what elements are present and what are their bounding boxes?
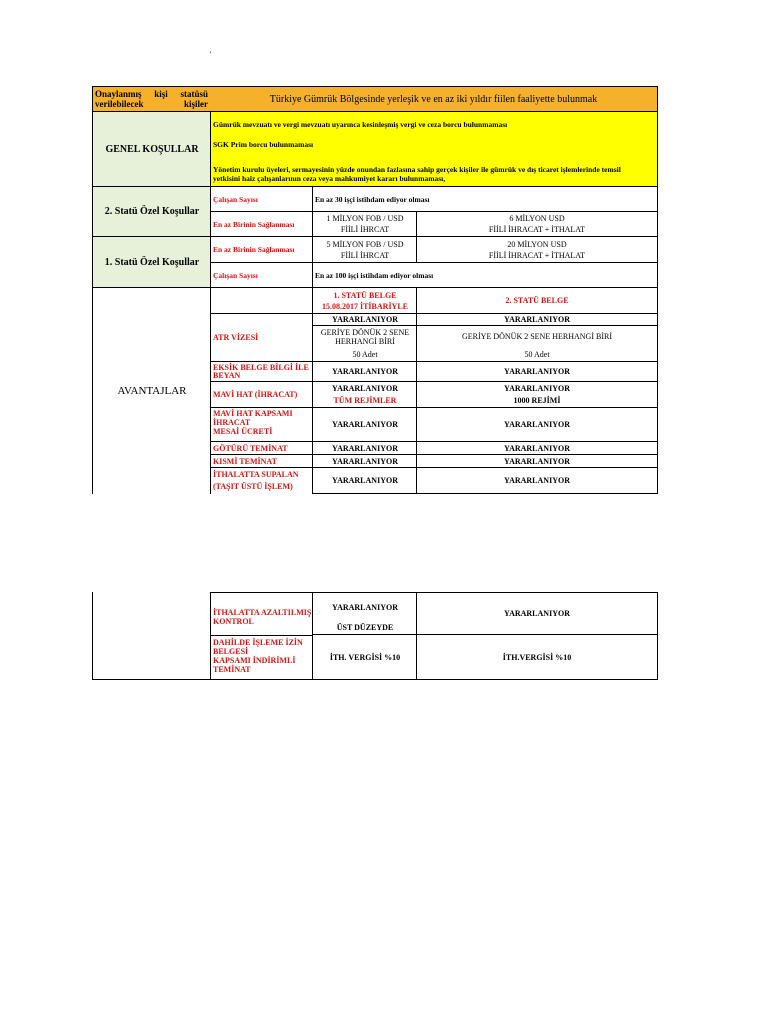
- mavi-hat-label-cell: [210, 382, 313, 408]
- eksik-col2-value: YARARLANIYOR: [504, 367, 570, 376]
- mavi-hat-kapsami-line2: MESAİ ÜCRETİ: [213, 427, 273, 436]
- mavi-hat-col2-cell: [416, 382, 658, 408]
- atr-col2-line2: 50 Adet: [524, 350, 550, 359]
- statu2-calisan-value-cell: [312, 187, 658, 212]
- row0-col2-value: YARARLANIYOR: [504, 315, 570, 324]
- mavi-kapsami-col1-cell: [312, 408, 417, 442]
- atr-col1-line1: GERİYE DÖNÜK 2 SENE: [320, 328, 410, 337]
- header-left-cell: [92, 86, 211, 112]
- statu1-birinin-label-cell: [210, 237, 313, 263]
- genel-kosullar-label-cell: [92, 112, 211, 187]
- avantajlar-label: AVANTAJLAR: [117, 385, 187, 397]
- statu1-option1-line2: FİİLİ İHRCAT: [340, 250, 390, 260]
- dahilde-col1-cell: [312, 635, 417, 680]
- statu1-belge-header-line1: 1. STATÜ BELGE: [333, 290, 397, 300]
- statu1-calisan-label: Çalışan Sayısı: [213, 270, 258, 280]
- mavi-hat-col1-line1: YARARLANIYOR: [332, 383, 398, 393]
- atr-col1-line2: HERHANGİ BİRİ: [335, 337, 395, 346]
- statu1-option1-cell: [312, 237, 417, 263]
- ithalatta-col2-cell: [416, 592, 658, 635]
- goturu-col1-value: YARARLANIYOR: [332, 443, 398, 453]
- supalan-col1-cell: [312, 468, 417, 494]
- atr-col1-line3: 50 Adet: [352, 350, 378, 359]
- mavi-hat-kapsami-line1: MAVİ HAT KAPSAMI İHRACAT: [213, 409, 293, 427]
- statu2-label: 2. Statü Özel Koşullar: [104, 206, 200, 217]
- statu2-label-cell: [92, 187, 211, 237]
- mavi-hat-col2-line1: YARARLANIYOR: [504, 383, 570, 393]
- atr-col2-line1: GERİYE DÖNÜK 2 SENE HERHANGİ BİRİ: [462, 332, 612, 341]
- ithalatta-azaltilmis-label-cell: [210, 592, 313, 635]
- genel-kosullar-label: GENEL KOŞULLAR: [105, 143, 199, 155]
- statu1-option2-cell: [416, 237, 658, 263]
- statu2-calisan-value: En az 30 işçi istihdam ediyor olması: [315, 194, 430, 204]
- statu2-option2-line1: 6 MİLYON USD: [509, 214, 565, 223]
- statu1-label: 1. Statü Özel Koşullar: [104, 256, 200, 268]
- mavi-kapsami-col2-cell: [416, 408, 658, 442]
- mavi-kapsami-col1-value: YARARLANIYOR: [332, 420, 398, 429]
- statu2-option2-cell: [416, 212, 658, 237]
- kismi-teminat-label-cell: [210, 455, 313, 468]
- statu2-option2-line2: FİİLİ İHRACAT + İTHALAT: [488, 225, 586, 234]
- statu1-option2-line2: FİİLİ İHRACAT + İTHALAT: [488, 250, 586, 260]
- statu2-belge-header-cell: [416, 288, 658, 314]
- row0-col1-cell: [312, 314, 417, 326]
- statu1-option1-line1: 5 MİLYON FOB / USD: [326, 239, 404, 249]
- statu1-label-cell: [92, 237, 211, 288]
- statu2-birinin-label: En az Birinin Sağlanması: [213, 219, 295, 229]
- avantaj-empty-header-cell: [210, 288, 313, 314]
- kismi-col2-cell: [416, 455, 658, 468]
- statu2-option1-line2: FİİLİ İHRCAT: [340, 225, 390, 234]
- mavi-hat-label: MAVİ HAT (İHRACAT): [213, 390, 298, 399]
- header-right-cell: [210, 86, 658, 112]
- atr-vizesi-label: ATR VİZESİ: [213, 333, 259, 342]
- statu1-option2-line1: 20 MİLYON USD: [507, 239, 567, 249]
- ithalatta-azaltilmis-label: İTHALATTA AZALTILMIŞ KONTROL: [213, 608, 312, 626]
- supalan-col1-value: YARARLANIYOR: [332, 476, 398, 485]
- header-right-text: Türkiye Gümrük Bölgesinde yerleşik ve en az iki yıldır fiilen faaliyette bulunmak: [269, 93, 598, 105]
- supalan-col2-cell: [416, 468, 658, 494]
- statu1-belge-header-line2: 15.08.2017 İTİBARİYLE: [321, 301, 408, 311]
- genel-condition-3: Yönetim kurulu üyeleri, sermayesinin yüzde onundan fazlasına sahip gerçek kişiler ile gümrük ve dış ticaret işlemlerinde temsil yetkisini haiz çalışanlarının ceza veya mahkumiyet kararı bulunmaması,: [213, 165, 621, 183]
- row0-col1-value: YARARLANIYOR: [332, 315, 398, 324]
- mavi-hat-col1-line2: TÜM REJİMLER: [333, 395, 397, 405]
- statu2-birinin-label-cell: [210, 212, 313, 237]
- genel-condition-1: Gümrük mevzuatı ve vergi mevzuatı uyarınca kesinleşmiş vergi ve ceza borcu bulunmaması: [213, 120, 508, 129]
- supalan-label-line2: (TAŞIT ÜSTÜ İŞLEM): [213, 482, 293, 491]
- statu2-option1-cell: [312, 212, 417, 237]
- statu2-calisan-label: Çalışan Sayısı: [213, 194, 258, 204]
- kismi-col1-value: YARARLANIYOR: [332, 456, 398, 466]
- atr-col2-cell: [416, 326, 658, 362]
- dahilde-isleme-label-line1: DAHİLDE İŞLEME İZİN BELGESİ: [213, 638, 303, 656]
- dahilde-col1-value: İTH. VERGİSİ %10: [329, 652, 401, 662]
- dahilde-isleme-label-line2: KAPSAMI İNDİRİMLİ TEMİNAT: [213, 656, 296, 674]
- statu2-option1-line1: 1 MİLYON FOB / USD: [326, 214, 404, 223]
- mavi-hat-col1-cell: [312, 382, 417, 408]
- kismi-col2-value: YARARLANIYOR: [504, 456, 570, 466]
- atr-vizesi-label-cell: [210, 314, 313, 362]
- eksik-col2-cell: [416, 362, 658, 382]
- atr-col1-cell: [312, 326, 417, 362]
- avantajlar-label-cell: [92, 288, 211, 494]
- mavi-hat-col2-line2: 1000 REJİMİ: [513, 395, 561, 405]
- ithalatta-col1-line2: ÜST DÜZEYDE: [336, 623, 394, 632]
- goturu-col2-value: YARARLANIYOR: [504, 443, 570, 453]
- dahilde-col2-value: İTH.VERGİSİ %10: [502, 652, 572, 662]
- statu1-belge-header-cell: [312, 288, 417, 314]
- statu2-belge-header: 2. STATÜ BELGE: [505, 296, 569, 305]
- header-left-text: Onaylanmış kişi statüsü verilebilecek kişiler: [95, 89, 208, 109]
- genel-condition-2: SGK Prim borcu bulunmaması: [213, 140, 314, 149]
- supalan-col2-value: YARARLANIYOR: [504, 476, 570, 485]
- kismi-teminat-label: KISMİ TEMİNAT: [213, 456, 277, 466]
- goturu-col1-cell: [312, 442, 417, 455]
- ithalatta-col2-value: YARARLANIYOR: [504, 609, 570, 618]
- supalan-label-cell: [210, 468, 313, 494]
- goturu-teminat-label: GÖTÜRÜ TEMİNAT: [213, 443, 288, 453]
- continuation-label-cell: [92, 592, 211, 680]
- supalan-label-line1: İTHALATTA SUPALAN: [213, 470, 299, 479]
- statu1-calisan-value-cell: [312, 263, 658, 288]
- eksik-col1-value: YARARLANIYOR: [332, 367, 398, 376]
- goturu-teminat-label-cell: [210, 442, 313, 455]
- dahilde-isleme-label-cell: [210, 635, 313, 680]
- ithalatta-col1-cell: [312, 592, 417, 635]
- stray-mark: ': [210, 50, 212, 59]
- statu1-birinin-label: En az Birinin Sağlanması: [213, 245, 295, 254]
- dahilde-col2-cell: [416, 635, 658, 680]
- ithalatta-col1-line1: YARARLANIYOR: [332, 603, 398, 612]
- eksik-belge-label-cell: [210, 362, 313, 382]
- mavi-hat-kapsami-label-cell: [210, 408, 313, 442]
- eksik-belge-label: EKSİK BELGE BİLGİ İLE BEYAN: [213, 362, 309, 380]
- genel-kosullar-content: [210, 112, 658, 187]
- statu1-calisan-label-cell: [210, 263, 313, 288]
- statu2-calisan-label-cell: [210, 187, 313, 212]
- row0-col2-cell: [416, 314, 658, 326]
- kismi-col1-cell: [312, 455, 417, 468]
- mavi-kapsami-col2-value: YARARLANIYOR: [504, 420, 570, 429]
- goturu-col2-cell: [416, 442, 658, 455]
- statu1-calisan-value: En az 100 işçi istihdam ediyor olması: [315, 270, 434, 280]
- eksik-col1-cell: [312, 362, 417, 382]
